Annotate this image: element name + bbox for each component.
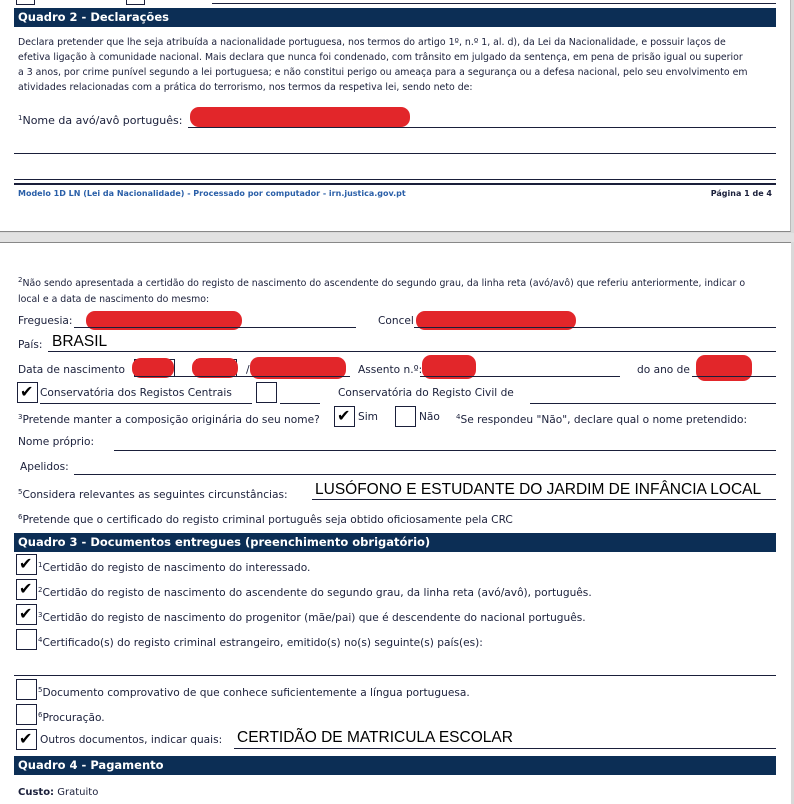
custo-value: Gratuito	[57, 787, 99, 798]
doc-3-label: $^3$Certidão do registo de nascimento do progenitor (mãe/pai) que é descendente do nacional português.	[38, 611, 586, 624]
conservatoria-civil-label: Conservatória do Registo Civil de	[338, 387, 514, 399]
check-mark-icon: ✔	[19, 579, 33, 598]
declaration-line: atividades relacionadas com a prática do terrorismo, nos termos da respetiva lei, sendo neto de:	[18, 82, 473, 93]
nao-checkbox[interactable]	[395, 406, 416, 427]
grandparent-name-field-line3[interactable]	[14, 179, 776, 180]
doc-3-checkbox[interactable]	[16, 604, 37, 625]
grandparent-name-field[interactable]	[188, 127, 776, 128]
doc-5-checkbox[interactable]	[16, 679, 37, 700]
pais-label: País:	[18, 339, 43, 351]
freguesia-label: Freguesia:	[18, 315, 73, 327]
conservatoria-centrais-checkbox[interactable]	[17, 382, 38, 403]
concelho-label: Concel	[378, 315, 414, 327]
check-mark-icon: ✔	[19, 554, 33, 573]
q4-label: $^4$Se respondeu "Não", declare qual o nome pretendido:	[456, 413, 748, 426]
doc-5-label: $^5$Documento comprovativo de que conhece suficientemente a língua portuguesa.	[38, 686, 470, 699]
conservatoria-civil-checkbox[interactable]	[256, 382, 277, 403]
doc-2-label: $^2$Certidão do registo de nascimento do ascendente do segundo grau, da linha reta (avó/avô), português.	[38, 586, 592, 599]
doc-4-checkbox[interactable]	[16, 629, 37, 650]
redaction-mark	[132, 358, 174, 378]
q5-value[interactable]: LUSÓFONO E ESTUDANTE DO JARDIM DE INFÂNCIA LOCAL	[315, 481, 762, 498]
ano-field[interactable]	[692, 376, 776, 377]
doc-outros-checkbox[interactable]	[16, 729, 37, 750]
nome-proprio-field[interactable]	[114, 450, 776, 451]
doc-1-label: $^1$Certidão do registo de nascimento do interessado.	[38, 561, 311, 574]
field-underline	[280, 403, 320, 404]
declaration-line: Declara pretender que lhe seja atribuída a nacionalidade portuguesa, nos termos do artigo 1º, n.º 1, al. d), da Lei da Nacionalidade, e possuir laços de	[18, 37, 726, 48]
redaction-mark	[192, 358, 238, 378]
freguesia-field[interactable]	[74, 327, 356, 328]
apelidos-label: Apelidos:	[20, 461, 69, 473]
conservatoria-centrais-label: Conservatória dos Registos Centrais	[40, 387, 232, 399]
redaction-mark	[696, 355, 752, 381]
quadro-4-header: Quadro 4 - Pagamento	[14, 756, 776, 775]
partial-checkbox[interactable]	[16, 0, 35, 5]
assento-field[interactable]	[420, 376, 620, 377]
quadro-2-header: Quadro 2 - Declarações	[14, 8, 776, 27]
custo-label: Custo:	[18, 787, 55, 798]
doc-4-label: $^4$Certificado(s) do registo criminal estrangeiro, emitido(s) no(s) seguinte(s) país(es):	[38, 636, 483, 649]
declaration-text	[18, 35, 748, 95]
assento-label: Assento n.º:	[358, 364, 423, 376]
check-mark-icon: ✔	[20, 382, 34, 401]
page-gap	[0, 233, 794, 242]
q6-label: $^6$Pretende que o certificado do registo criminal português seja obtido oficiosamente pela CRC	[18, 513, 513, 526]
declaration-line: efetiva ligação à comunidade nacional. Mais declara que nunca foi condenado, com trânsito em julgado da sentença, em pena de prisão igual ou superior	[18, 52, 743, 63]
apelidos-field[interactable]	[74, 474, 776, 475]
field-underline	[40, 403, 252, 404]
note-2-text: $^2$Não sendo apresentada a certidão do registo de nascimento do ascendente do segundo grau, da linha reta (avó/avô) que referiu anteriormente, indicar o local e a data de nascimento do mesmo:	[18, 276, 746, 305]
form-page-1	[0, 0, 791, 232]
doc-1-checkbox[interactable]	[16, 554, 37, 575]
outros-field[interactable]	[234, 748, 776, 749]
ano-label: do ano de	[637, 364, 690, 376]
pais-field[interactable]	[48, 351, 776, 352]
declaration-line: a 3 anos, por crime punível segundo a lei portuguesa; e não constitui perigo ou ameaça para a segurança ou a defesa nacional, pelo seu envolvimento em	[18, 67, 748, 78]
form-page-2	[0, 242, 791, 804]
partial-checkbox[interactable]	[126, 0, 145, 5]
check-mark-icon: ✔	[19, 729, 33, 748]
doc-outros-label: Outros documentos, indicar quais:	[40, 734, 223, 746]
outros-value[interactable]: CERTIDÃO DE MATRICULA ESCOLAR	[237, 729, 513, 746]
conservatoria-civil-field[interactable]	[530, 403, 776, 404]
q5-field[interactable]	[312, 499, 776, 500]
nao-label: Não	[419, 411, 440, 423]
grandparent-name-field-line2[interactable]	[14, 153, 776, 154]
q3-label: $^3$Pretende manter a composição originária do seu nome?	[18, 413, 320, 426]
concelho-field[interactable]	[414, 327, 776, 328]
grandparent-label: $^1$Nome da avó/avô português:	[18, 114, 183, 127]
page-number: Página 1 de 4	[710, 189, 772, 198]
check-mark-icon: ✔	[337, 406, 351, 425]
quadro-3-header: Quadro 3 - Documentos entregues (preenchimento obrigatório)	[14, 533, 776, 552]
data-nascimento-label: Data de nascimento	[18, 364, 125, 376]
doc-6-checkbox[interactable]	[16, 704, 37, 725]
footer-divider	[14, 183, 776, 185]
pais-value[interactable]: BRASIL	[52, 333, 108, 350]
nome-proprio-label: Nome próprio:	[18, 436, 95, 448]
sim-checkbox[interactable]	[334, 406, 355, 427]
field-underline	[212, 3, 776, 4]
q5-label: $^5$Considera relevantes as seguintes circunstâncias:	[18, 488, 288, 501]
sim-label: Sim	[358, 411, 378, 423]
check-mark-icon: ✔	[19, 604, 33, 623]
custo-text	[18, 786, 98, 800]
doc-2-checkbox[interactable]	[16, 579, 37, 600]
date-separator: /	[246, 364, 250, 376]
birth-date-field[interactable]	[134, 376, 350, 377]
redaction-mark	[190, 107, 410, 127]
doc-6-label: $^6$Procuração.	[38, 711, 105, 724]
doc-4-countries-field[interactable]	[14, 675, 776, 676]
footer-form-id: Modelo 1D LN (Lei da Nacionalidade) - Processado por computador - irn.justica.gov.pt	[18, 189, 406, 198]
